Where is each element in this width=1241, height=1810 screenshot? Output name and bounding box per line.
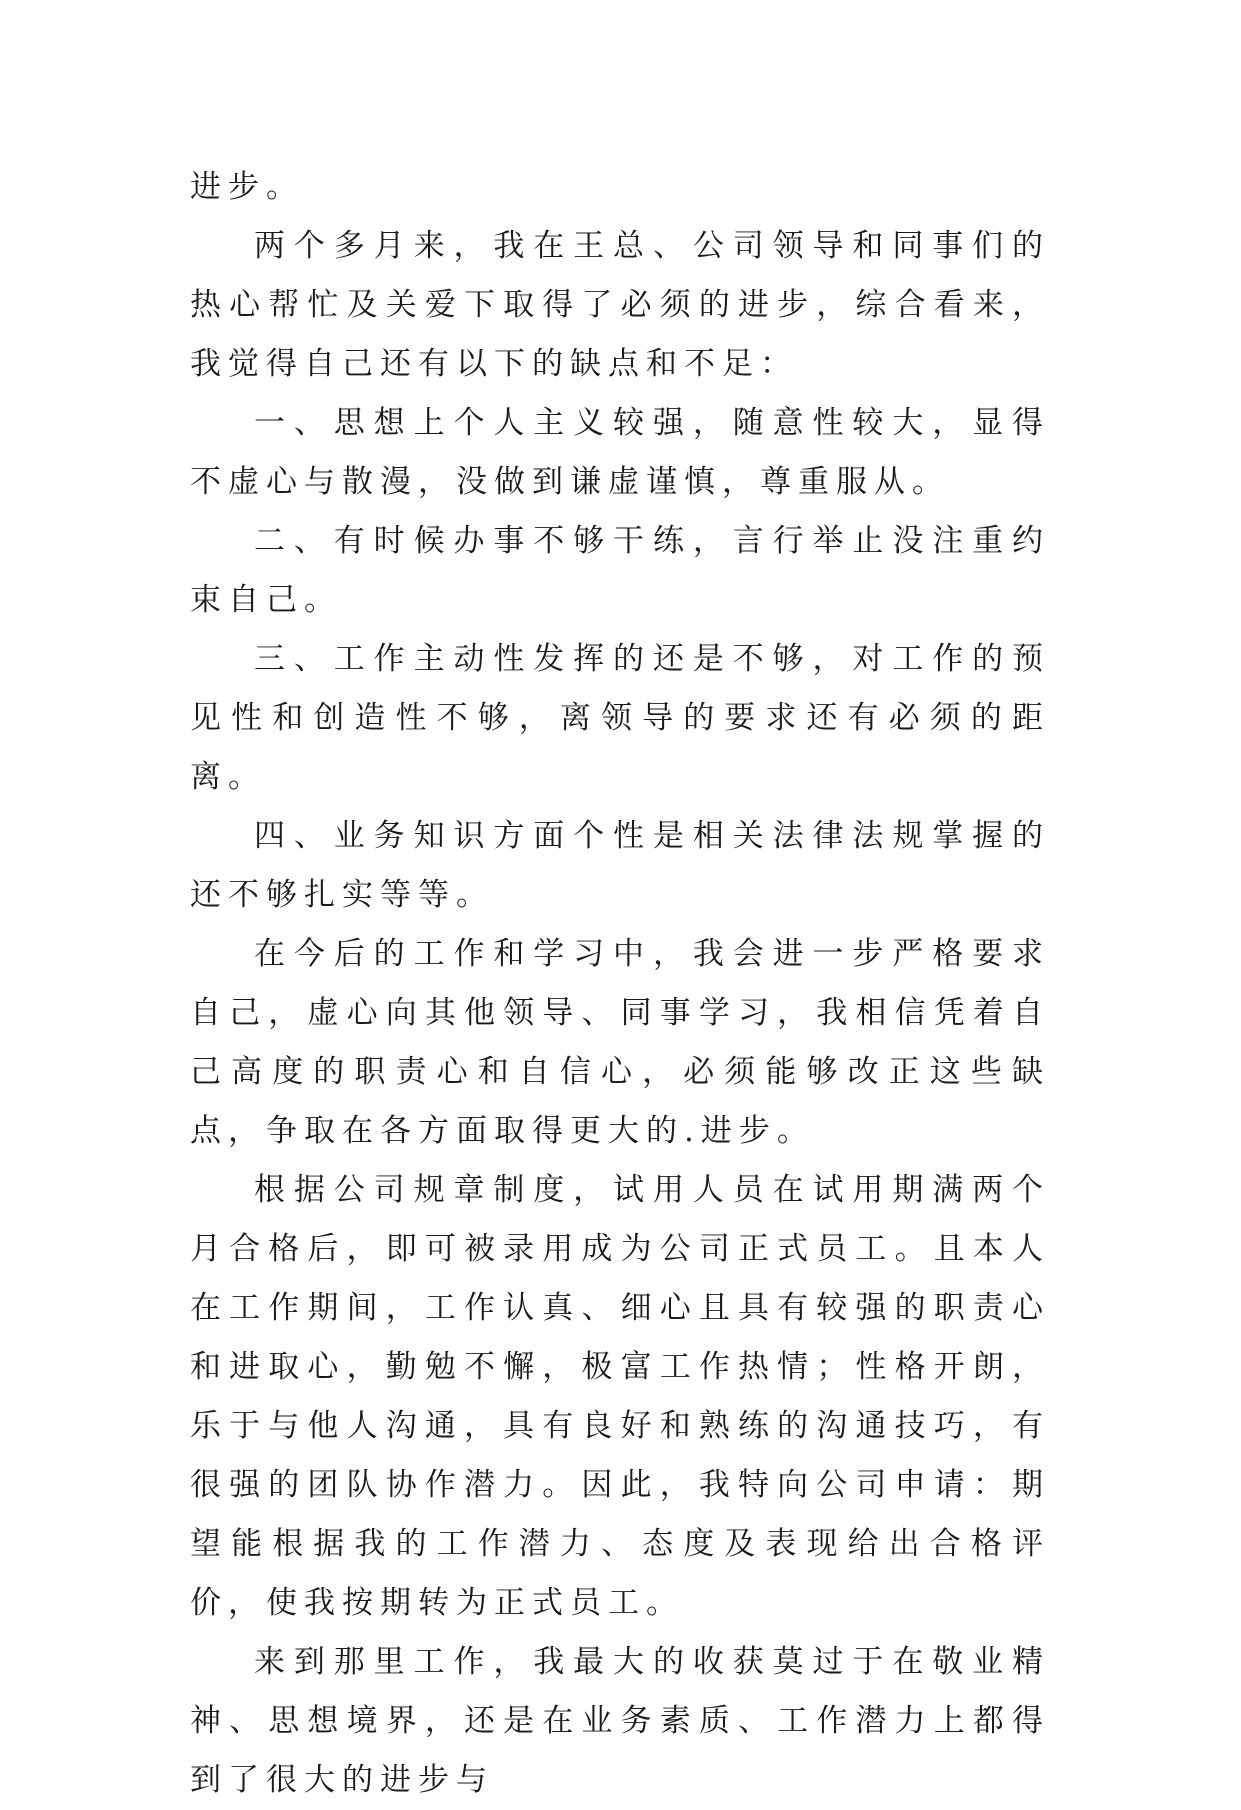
- paragraph-5: 三、工作主动性发挥的还是不够，对工作的预见性和创造性不够，离领导的要求还有必须的距离。: [190, 641, 1050, 795]
- paragraph-7: 在今后的工作和学习中，我会进一步严格要求自己，虚心向其他领导、同事学习，我相信凭着自己高度的职责心和自信心，必须能够改正这些缺点，争取在各方面取得更大的.进步。: [190, 936, 1050, 1149]
- paragraph-8: 根据公司规章制度，试用人员在试用期满两个月合格后，即可被录用成为公司正式员工。且本人在工作期间，工作认真、细心且具有较强的职责心和进取心，勤勉不懈，极富工作热情；性格开朗，乐于与他人沟通，具有良好和熟练的沟通技巧，有很强的团队协作潜力。因此，我特向公司申请：期望能根据我的工作潜力、态度及表现给出合格评价，使我按期转为正式员工。: [190, 1172, 1050, 1621]
- paragraph-9: 来到那里工作，我最大的收获莫过于在敬业精神、思想境界，还是在业务素质、工作潜力上都得到了很大的进步与: [190, 1644, 1050, 1798]
- document-body: [190, 158, 1050, 1810]
- paragraph-6: 四、业务知识方面个性是相关法律法规掌握的还不够扎实等等。: [190, 818, 1050, 913]
- paragraph-1: 进步。: [190, 169, 304, 205]
- paragraph-2: 两个多月来，我在王总、公司领导和同事们的热心帮忙及关爱下取得了必须的进步，综合看来，我觉得自己还有以下的缺点和不足：: [190, 228, 1050, 382]
- paragraph-4: 二、有时候办事不够干练，言行举止没注重约束自己。: [190, 523, 1050, 618]
- paragraph-3: 一、思想上个人主义较强，随意性较大，显得不虚心与散漫，没做到谦虚谨慎，尊重服从。: [190, 405, 1050, 500]
